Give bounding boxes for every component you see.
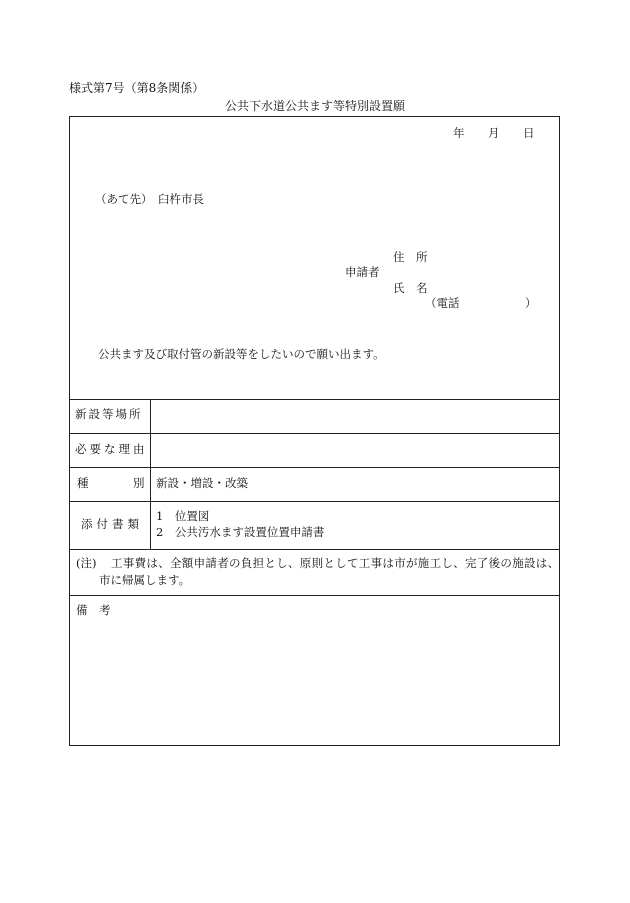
attachment-item: 1 位置図 [156, 509, 210, 523]
form-frame [69, 116, 560, 746]
request-statement: 公共ます及び取付管の新設等をしたいので願い出ます。 [98, 347, 385, 361]
note-line-1: 工事費は、全額申請者の負担とし、原則として工事は市が施工し、完了後の施設は、 [111, 556, 560, 570]
row-divider [70, 433, 559, 434]
remarks-label: 備 考 [76, 603, 111, 617]
row-divider [70, 467, 559, 468]
attachments-label: 添付書類 [81, 517, 143, 531]
reason-label: 必要な理由 [75, 442, 148, 456]
note-line-2: 市に帰属します。 [99, 573, 191, 587]
row-divider [70, 595, 559, 596]
row-divider [70, 501, 559, 502]
addressee-name: 臼杵市長 [158, 192, 204, 206]
document-title: 公共下水道公共ます等特別設置願 [224, 99, 405, 113]
year-label: 年 [453, 126, 465, 140]
type-label-right: 別 [133, 476, 145, 490]
phone-open: （電話 [425, 296, 460, 310]
type-value: 新設・増設・改築 [156, 476, 248, 490]
form-number: 様式第7号（第8条関係） [69, 81, 205, 95]
note-prefix: (注) [76, 556, 97, 570]
month-label: 月 [488, 126, 500, 140]
name-label: 氏 名 [393, 281, 428, 295]
type-label-left: 種 [77, 476, 89, 490]
row-divider [70, 549, 559, 550]
day-label: 日 [523, 126, 535, 140]
phone-close: ） [525, 296, 537, 310]
location-label: 新設等場所 [75, 407, 143, 421]
addressee-prefix: （あて先） [95, 192, 153, 206]
address-label: 住 所 [393, 250, 428, 264]
column-divider [150, 399, 151, 549]
applicant-label: 申請者 [345, 265, 380, 279]
row-divider [70, 399, 559, 400]
attachment-item: 2 公共汚水ます設置位置申請書 [156, 525, 325, 539]
